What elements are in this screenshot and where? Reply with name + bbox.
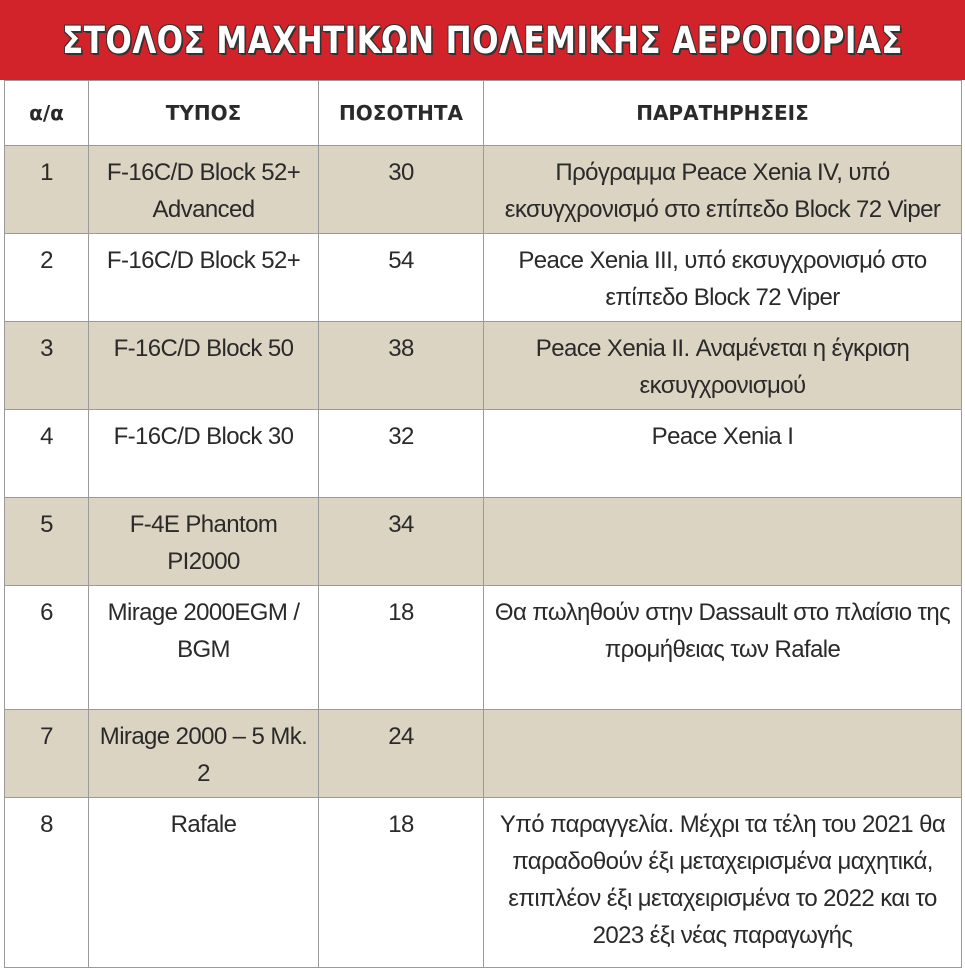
header-index: α/α <box>5 81 89 146</box>
header-notes: ΠΑΡΑΤΗΡΗΣΕΙΣ <box>484 81 962 146</box>
cell-type: F-16C/D Block 30 <box>89 410 319 498</box>
header-quantity: ΠΟΣΟΤΗΤΑ <box>319 81 484 146</box>
cell-notes: Peace Xenia II. Αναμένεται η έγκριση εκσυγχρονισμού <box>484 322 962 410</box>
cell-type: Mirage 2000EGM / BGM <box>89 586 319 710</box>
header-type: ΤΥΠΟΣ <box>89 81 319 146</box>
table-row <box>5 410 962 498</box>
cell-notes: Θα πωληθούν στην Dassault στο πλαίσιο της προμήθειας των Rafale <box>484 586 962 710</box>
cell-notes: Peace Xenia I <box>484 410 962 498</box>
cell-quantity: 54 <box>319 234 484 322</box>
cell-index: 5 <box>5 498 89 586</box>
cell-index: 1 <box>5 146 89 234</box>
cell-notes <box>484 498 962 586</box>
header-row <box>5 81 962 146</box>
cell-notes: Πρόγραμμα Peace Xenia IV, υπό εκσυγχρονισμό στο επίπεδο Block 72 Viper <box>484 146 962 234</box>
cell-index: 3 <box>5 322 89 410</box>
cell-type: F-16C/D Block 50 <box>89 322 319 410</box>
cell-quantity: 30 <box>319 146 484 234</box>
table-row <box>5 586 962 710</box>
page-title: ΣΤΟΛΟΣ ΜΑΧΗΤΙΚΩΝ ΠΟΛΕΜΙΚΗΣ ΑΕΡΟΠΟΡΙΑΣ <box>62 18 903 62</box>
cell-quantity: 34 <box>319 498 484 586</box>
cell-index: 8 <box>5 798 89 968</box>
cell-index: 7 <box>5 710 89 798</box>
cell-type: Mirage 2000 – 5 Mk. 2 <box>89 710 319 798</box>
table-row <box>5 498 962 586</box>
cell-type: F-16C/D Block 52+ Advanced <box>89 146 319 234</box>
cell-index: 6 <box>5 586 89 710</box>
table-row <box>5 798 962 968</box>
cell-notes: Υπό παραγγελία. Μέχρι τα τέλη του 2021 θα παραδοθούν έξι μεταχειρισμένα μαχητικά, επιπλέον έξι μεταχειρισμένα το 2022 και το 2023 έξι νέας παραγωγής <box>484 798 962 968</box>
cell-quantity: 38 <box>319 322 484 410</box>
fleet-table <box>4 80 962 968</box>
cell-type: F-16C/D Block 52+ <box>89 234 319 322</box>
cell-quantity: 32 <box>319 410 484 498</box>
cell-type: F-4E Phantom PI2000 <box>89 498 319 586</box>
table-row <box>5 146 962 234</box>
title-banner <box>0 0 965 80</box>
cell-notes: Peace Xenia III, υπό εκσυγχρονισμό στο επίπεδο Block 72 Viper <box>484 234 962 322</box>
cell-quantity: 24 <box>319 710 484 798</box>
table-row <box>5 234 962 322</box>
table-row <box>5 710 962 798</box>
table-row <box>5 322 962 410</box>
cell-index: 4 <box>5 410 89 498</box>
cell-quantity: 18 <box>319 586 484 710</box>
cell-notes <box>484 710 962 798</box>
cell-type: Rafale <box>89 798 319 968</box>
cell-quantity: 18 <box>319 798 484 968</box>
cell-index: 2 <box>5 234 89 322</box>
